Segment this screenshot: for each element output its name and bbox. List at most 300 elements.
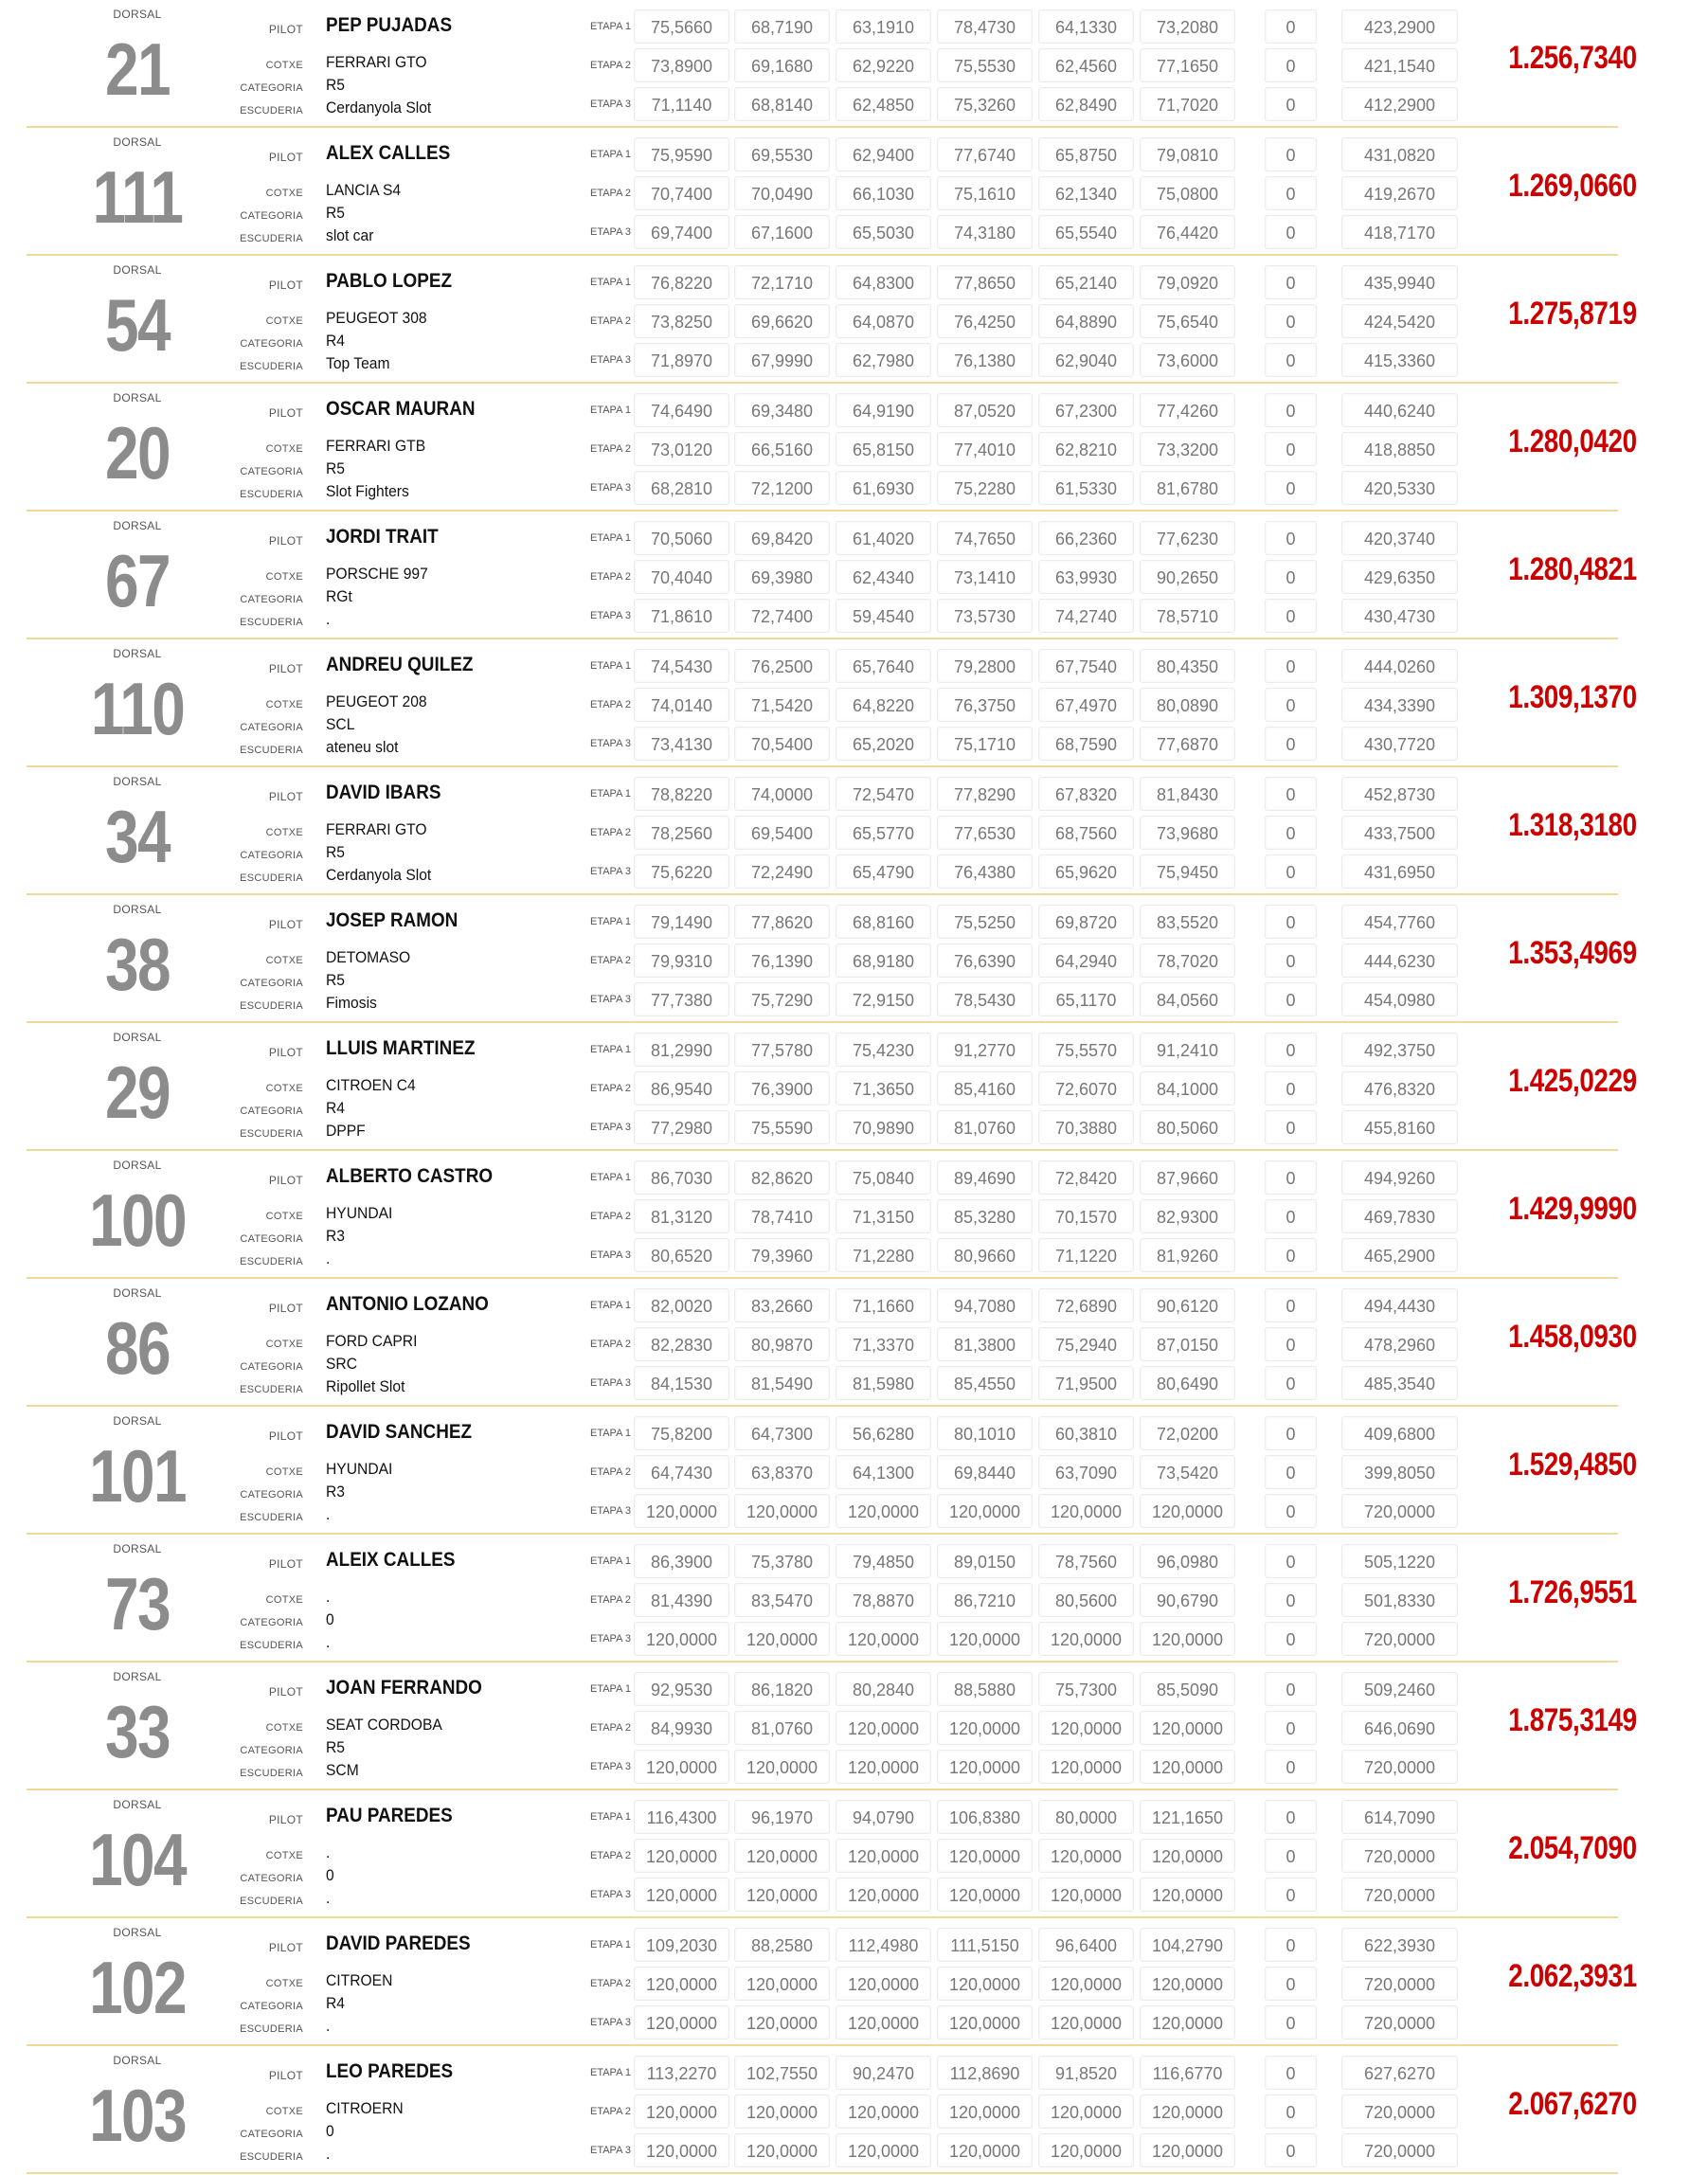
lap-time-cell: 72,1710 xyxy=(734,265,830,299)
stage-total-cell: 485,3540 xyxy=(1341,1366,1458,1400)
final-total: 1.429,9990 xyxy=(1508,1191,1637,1227)
stage-label: ETAPA 3 xyxy=(589,1377,631,1389)
lap-time-cell: 87,9660 xyxy=(1140,1160,1235,1195)
lap-time-cell: 120,0000 xyxy=(937,1622,1033,1656)
lap-time-cell: 96,0980 xyxy=(1140,1544,1235,1578)
lap-time-cell: 81,9260 xyxy=(1140,1238,1235,1272)
escuderia-label: ESCUDERIA xyxy=(240,2023,303,2035)
lap-time-cell: 81,5490 xyxy=(734,1366,830,1400)
car-category: RGt xyxy=(326,587,352,605)
stage-total-cell: 430,4730 xyxy=(1341,599,1458,633)
lap-time-cell: 86,1820 xyxy=(734,1672,830,1706)
penalty-cell: 0 xyxy=(1265,2094,1317,2129)
lap-time-cell: 116,4300 xyxy=(634,1800,729,1834)
driver-entry xyxy=(0,1023,1708,1151)
final-total: 2.054,7090 xyxy=(1508,1830,1637,1866)
final-total: 1.280,4821 xyxy=(1508,551,1637,587)
stage-label: ETAPA 1 xyxy=(589,1172,631,1183)
lap-time-cell: 75,3780 xyxy=(734,1544,830,1578)
stage-label: ETAPA 2 xyxy=(589,827,631,838)
lap-time-cell: 64,9190 xyxy=(836,393,931,427)
lap-time-cell: 84,0560 xyxy=(1140,982,1235,1016)
lap-time-cell: 81,4390 xyxy=(634,1583,729,1617)
dorsal-label: DORSAL xyxy=(113,1414,162,1428)
lap-time-cell: 73,6000 xyxy=(1140,343,1235,377)
stage-label: ETAPA 3 xyxy=(589,354,631,366)
escuderia-label: ESCUDERIA xyxy=(240,745,303,756)
lap-time-cell: 96,1970 xyxy=(734,1800,830,1834)
car-model: SEAT CORDOBA xyxy=(326,1716,442,1734)
stage-label: ETAPA 3 xyxy=(589,1122,631,1133)
categoria-label: CATEGORIA xyxy=(240,338,303,350)
lap-time-cell: 120,0000 xyxy=(634,1750,729,1784)
penalty-cell: 0 xyxy=(1265,304,1317,338)
lap-time-cell: 80,6490 xyxy=(1140,1366,1235,1400)
stage-total-cell: 469,7830 xyxy=(1341,1199,1458,1233)
lap-time-cell: 75,5660 xyxy=(634,9,729,44)
stage-label: ETAPA 1 xyxy=(589,1044,631,1055)
lap-time-cell: 120,0000 xyxy=(1140,1622,1235,1656)
penalty-cell: 0 xyxy=(1265,1455,1317,1489)
lap-time-cell: 78,5430 xyxy=(937,982,1033,1016)
lap-time-cell: 88,5880 xyxy=(937,1672,1033,1706)
final-total: 2.067,6270 xyxy=(1508,2086,1637,2122)
lap-time-cell: 120,0000 xyxy=(734,1622,830,1656)
lap-time-cell: 120,0000 xyxy=(734,2133,830,2167)
penalty-cell: 0 xyxy=(1265,1110,1317,1144)
team-name: ateneu slot xyxy=(326,738,399,756)
pilot-label: PILOT xyxy=(268,1429,303,1443)
lap-time-cell: 94,7080 xyxy=(937,1288,1033,1322)
stage-label: ETAPA 2 xyxy=(589,188,631,199)
lap-time-cell: 68,8160 xyxy=(836,905,931,939)
lap-time-cell: 92,9530 xyxy=(634,1672,729,1706)
penalty-cell: 0 xyxy=(1265,1839,1317,1873)
lap-time-cell: 120,0000 xyxy=(634,1878,729,1912)
lap-time-cell: 77,6740 xyxy=(937,137,1033,171)
lap-time-cell: 75,9590 xyxy=(634,137,729,171)
stage-label: ETAPA 1 xyxy=(589,2067,631,2078)
lap-time-cell: 64,8220 xyxy=(836,688,931,722)
lap-time-cell: 83,5470 xyxy=(734,1583,830,1617)
lap-time-cell: 120,0000 xyxy=(1140,1878,1235,1912)
penalty-cell: 0 xyxy=(1265,1033,1317,1067)
lap-time-cell: 82,0020 xyxy=(634,1288,729,1322)
team-name: . xyxy=(326,2145,331,2163)
pilot-label: PILOT xyxy=(268,790,303,803)
stage-total-cell: 431,6950 xyxy=(1341,854,1458,889)
lap-time-cell: 77,6530 xyxy=(937,816,1033,850)
lap-time-cell: 75,5250 xyxy=(937,905,1033,939)
lap-time-cell: 73,0120 xyxy=(634,432,729,466)
stage-label: ETAPA 1 xyxy=(589,1939,631,1950)
categoria-label: CATEGORIA xyxy=(240,978,303,989)
stage-label: ETAPA 3 xyxy=(589,482,631,494)
penalty-cell: 0 xyxy=(1265,1967,1317,2001)
cotxe-label: COTXE xyxy=(265,315,303,327)
stage-total-cell: 429,6350 xyxy=(1341,560,1458,594)
lap-time-cell: 74,7650 xyxy=(937,521,1033,555)
lap-time-cell: 69,3480 xyxy=(734,393,830,427)
final-total: 2.062,3931 xyxy=(1508,1958,1637,1994)
dorsal-number: 73 xyxy=(105,1562,170,1645)
stage-label: ETAPA 3 xyxy=(589,866,631,877)
team-name: Ripollet Slot xyxy=(326,1377,405,1395)
stage-label: ETAPA 1 xyxy=(589,404,631,416)
lap-time-cell: 68,2810 xyxy=(634,471,729,505)
lap-time-cell: 69,7400 xyxy=(634,215,729,249)
final-total: 1.280,0420 xyxy=(1508,423,1637,459)
lap-time-cell: 120,0000 xyxy=(734,1839,830,1873)
final-total: 1.309,1370 xyxy=(1508,679,1637,715)
penalty-cell: 0 xyxy=(1265,1622,1317,1656)
lap-time-cell: 75,1710 xyxy=(937,727,1033,761)
escuderia-label: ESCUDERIA xyxy=(240,1512,303,1523)
dorsal-label: DORSAL xyxy=(113,519,162,532)
lap-time-cell: 73,2080 xyxy=(1140,9,1235,44)
driver-entry xyxy=(0,1407,1708,1535)
lap-time-cell: 85,3280 xyxy=(937,1199,1033,1233)
pilot-name: JOAN FERRANDO xyxy=(326,1677,482,1699)
lap-time-cell: 67,7540 xyxy=(1038,649,1134,683)
lap-time-cell: 67,2300 xyxy=(1038,393,1134,427)
cotxe-label: COTXE xyxy=(265,1211,303,1222)
stage-total-cell: 433,7500 xyxy=(1341,816,1458,850)
dorsal-number: 101 xyxy=(89,1434,186,1518)
lap-time-cell: 79,0920 xyxy=(1140,265,1235,299)
penalty-cell: 0 xyxy=(1265,471,1317,505)
lap-time-cell: 96,6400 xyxy=(1038,1928,1134,1962)
lap-time-cell: 71,3650 xyxy=(836,1071,931,1105)
final-total: 1.458,0930 xyxy=(1508,1319,1637,1355)
driver-entry xyxy=(0,1279,1708,1407)
lap-time-cell: 78,5710 xyxy=(1140,599,1235,633)
lap-time-cell: 89,0150 xyxy=(937,1544,1033,1578)
penalty-cell: 0 xyxy=(1265,432,1317,466)
penalty-cell: 0 xyxy=(1265,649,1317,683)
lap-time-cell: 73,9680 xyxy=(1140,816,1235,850)
stage-total-cell: 720,0000 xyxy=(1341,1967,1458,2001)
lap-time-cell: 64,0870 xyxy=(836,304,931,338)
lap-time-cell: 79,0810 xyxy=(1140,137,1235,171)
driver-entry xyxy=(0,0,1708,128)
lap-time-cell: 84,1000 xyxy=(1140,1071,1235,1105)
stage-label: ETAPA 1 xyxy=(589,1811,631,1823)
pilot-label: PILOT xyxy=(268,662,303,675)
penalty-cell: 0 xyxy=(1265,816,1317,850)
driver-entry xyxy=(0,895,1708,1023)
pilot-name: JORDI TRAIT xyxy=(326,526,439,548)
categoria-label: CATEGORIA xyxy=(240,2001,303,2012)
lap-time-cell: 84,1530 xyxy=(634,1366,729,1400)
penalty-cell: 0 xyxy=(1265,87,1317,121)
dorsal-number: 33 xyxy=(105,1690,170,1773)
dorsal-label: DORSAL xyxy=(113,135,162,149)
lap-time-cell: 65,8750 xyxy=(1038,137,1134,171)
car-model: PEUGEOT 308 xyxy=(326,309,427,327)
lap-time-cell: 70,4040 xyxy=(634,560,729,594)
penalty-cell: 0 xyxy=(1265,1494,1317,1528)
stage-label: ETAPA 2 xyxy=(589,955,631,966)
lap-time-cell: 76,4380 xyxy=(937,854,1033,889)
lap-time-cell: 81,3120 xyxy=(634,1199,729,1233)
penalty-cell: 0 xyxy=(1265,1416,1317,1450)
lap-time-cell: 71,2280 xyxy=(836,1238,931,1272)
car-category: R4 xyxy=(326,1994,345,2012)
final-total: 1.318,3180 xyxy=(1508,807,1637,843)
stage-label: ETAPA 3 xyxy=(589,1505,631,1517)
penalty-cell: 0 xyxy=(1265,688,1317,722)
lap-time-cell: 85,4160 xyxy=(937,1071,1033,1105)
team-name: . xyxy=(326,1249,331,1267)
pilot-name: OSCAR MAURAN xyxy=(326,398,476,420)
penalty-cell: 0 xyxy=(1265,393,1317,427)
lap-time-cell: 77,6230 xyxy=(1140,521,1235,555)
lap-time-cell: 120,0000 xyxy=(1038,2005,1134,2040)
dorsal-number: 110 xyxy=(90,667,185,750)
lap-time-cell: 62,9040 xyxy=(1038,343,1134,377)
lap-time-cell: 71,3370 xyxy=(836,1327,931,1361)
lap-time-cell: 64,7300 xyxy=(734,1416,830,1450)
dorsal-label: DORSAL xyxy=(113,647,162,660)
final-total: 1.275,8719 xyxy=(1508,296,1637,332)
lap-time-cell: 120,0000 xyxy=(1140,1967,1235,2001)
stage-label: ETAPA 1 xyxy=(589,532,631,544)
stage-total-cell: 452,8730 xyxy=(1341,777,1458,811)
lap-time-cell: 77,8620 xyxy=(734,905,830,939)
team-name: Cerdanyola Slot xyxy=(326,99,432,117)
lap-time-cell: 120,0000 xyxy=(1140,1750,1235,1784)
lap-time-cell: 80,5060 xyxy=(1140,1110,1235,1144)
car-category: R5 xyxy=(326,971,345,989)
lap-time-cell: 120,0000 xyxy=(1038,1878,1134,1912)
dorsal-number: 29 xyxy=(105,1051,170,1134)
penalty-cell: 0 xyxy=(1265,2133,1317,2167)
final-total: 1.269,0660 xyxy=(1508,168,1637,204)
lap-time-cell: 69,6620 xyxy=(734,304,830,338)
lap-time-cell: 65,4790 xyxy=(836,854,931,889)
stage-total-cell: 478,2960 xyxy=(1341,1327,1458,1361)
penalty-cell: 0 xyxy=(1265,1238,1317,1272)
lap-time-cell: 81,3800 xyxy=(937,1327,1033,1361)
lap-time-cell: 81,6780 xyxy=(1140,471,1235,505)
lap-time-cell: 74,2740 xyxy=(1038,599,1134,633)
pilot-label: PILOT xyxy=(268,2069,303,2082)
lap-time-cell: 62,9400 xyxy=(836,137,931,171)
lap-time-cell: 79,2800 xyxy=(937,649,1033,683)
lap-time-cell: 72,1200 xyxy=(734,471,830,505)
dorsal-label: DORSAL xyxy=(113,8,162,21)
stage-label: ETAPA 2 xyxy=(589,1466,631,1478)
cotxe-label: COTXE xyxy=(265,1850,303,1861)
lap-time-cell: 79,4850 xyxy=(836,1544,931,1578)
stage-total-cell: 444,6230 xyxy=(1341,944,1458,978)
stage-label: ETAPA 3 xyxy=(589,738,631,749)
stage-total-cell: 399,8050 xyxy=(1341,1455,1458,1489)
final-total: 1.425,0229 xyxy=(1508,1063,1637,1099)
categoria-label: CATEGORIA xyxy=(240,466,303,477)
lap-time-cell: 102,7550 xyxy=(734,2056,830,2090)
car-category: 0 xyxy=(326,2122,334,2140)
car-model: CITROERN xyxy=(326,2099,404,2117)
stage-label: ETAPA 3 xyxy=(589,994,631,1005)
lap-time-cell: 120,0000 xyxy=(937,1494,1033,1528)
lap-time-cell: 120,0000 xyxy=(634,2133,729,2167)
lap-time-cell: 73,8250 xyxy=(634,304,729,338)
lap-time-cell: 77,5780 xyxy=(734,1033,830,1067)
dorsal-label: DORSAL xyxy=(113,775,162,788)
dorsal-label: DORSAL xyxy=(113,1031,162,1044)
lap-time-cell: 82,9300 xyxy=(1140,1199,1235,1233)
cotxe-label: COTXE xyxy=(265,1083,303,1094)
lap-time-cell: 72,5470 xyxy=(836,777,931,811)
lap-time-cell: 65,5030 xyxy=(836,215,931,249)
categoria-label: CATEGORIA xyxy=(240,1233,303,1245)
team-name: Fimosis xyxy=(326,994,377,1012)
pilot-label: PILOT xyxy=(268,1813,303,1826)
lap-time-cell: 80,9660 xyxy=(937,1238,1033,1272)
penalty-cell: 0 xyxy=(1265,176,1317,210)
escuderia-label: ESCUDERIA xyxy=(240,872,303,884)
lap-time-cell: 81,0760 xyxy=(734,1711,830,1745)
lap-time-cell: 74,5430 xyxy=(634,649,729,683)
lap-time-cell: 120,0000 xyxy=(634,2005,729,2040)
lap-time-cell: 78,4730 xyxy=(937,9,1033,44)
lap-time-cell: 66,5160 xyxy=(734,432,830,466)
penalty-cell: 0 xyxy=(1265,1327,1317,1361)
lap-time-cell: 116,6770 xyxy=(1140,2056,1235,2090)
lap-time-cell: 120,0000 xyxy=(734,2094,830,2129)
stage-total-cell: 455,8160 xyxy=(1341,1110,1458,1144)
stage-label: ETAPA 2 xyxy=(589,2106,631,2117)
lap-time-cell: 68,8140 xyxy=(734,87,830,121)
lap-time-cell: 73,3200 xyxy=(1140,432,1235,466)
car-category: R4 xyxy=(326,1099,345,1117)
cotxe-label: COTXE xyxy=(265,2106,303,2117)
stage-total-cell: 627,6270 xyxy=(1341,2056,1458,2090)
penalty-cell: 0 xyxy=(1265,1071,1317,1105)
stage-label: ETAPA 3 xyxy=(589,1889,631,1900)
lap-time-cell: 73,8900 xyxy=(634,48,729,82)
stage-label: ETAPA 2 xyxy=(589,1211,631,1222)
lap-time-cell: 78,8220 xyxy=(634,777,729,811)
driver-entry xyxy=(0,512,1708,639)
stage-total-cell: 409,6800 xyxy=(1341,1416,1458,1450)
lap-time-cell: 68,7190 xyxy=(734,9,830,44)
lap-time-cell: 56,6280 xyxy=(836,1416,931,1450)
stage-label: ETAPA 1 xyxy=(589,1300,631,1311)
penalty-cell: 0 xyxy=(1265,343,1317,377)
lap-time-cell: 87,0150 xyxy=(1140,1327,1235,1361)
lap-time-cell: 63,9930 xyxy=(1038,560,1134,594)
lap-time-cell: 120,0000 xyxy=(937,1967,1033,2001)
lap-time-cell: 62,1340 xyxy=(1038,176,1134,210)
lap-time-cell: 91,2410 xyxy=(1140,1033,1235,1067)
lap-time-cell: 71,8970 xyxy=(634,343,729,377)
lap-time-cell: 75,6220 xyxy=(634,854,729,889)
lap-time-cell: 62,9220 xyxy=(836,48,931,82)
dorsal-number: 111 xyxy=(92,155,183,239)
car-model: . xyxy=(326,1588,331,1606)
categoria-label: CATEGORIA xyxy=(240,1745,303,1756)
lap-time-cell: 68,9180 xyxy=(836,944,931,978)
stage-label: ETAPA 3 xyxy=(589,1633,631,1645)
lap-time-cell: 112,8690 xyxy=(937,2056,1033,2090)
stage-label: ETAPA 2 xyxy=(589,315,631,327)
dorsal-number: 86 xyxy=(105,1306,170,1390)
lap-time-cell: 71,1220 xyxy=(1038,1238,1134,1272)
lap-time-cell: 77,8290 xyxy=(937,777,1033,811)
stage-total-cell: 494,4430 xyxy=(1341,1288,1458,1322)
lap-time-cell: 71,7020 xyxy=(1140,87,1235,121)
lap-time-cell: 120,0000 xyxy=(1140,2094,1235,2129)
lap-time-cell: 120,0000 xyxy=(937,1711,1033,1745)
lap-time-cell: 71,1660 xyxy=(836,1288,931,1322)
pilot-name: LLUIS MARTINEZ xyxy=(326,1037,476,1059)
team-name: Slot Fighters xyxy=(326,482,409,500)
stage-total-cell: 423,2900 xyxy=(1341,9,1458,44)
lap-time-cell: 75,9450 xyxy=(1140,854,1235,889)
lap-time-cell: 120,0000 xyxy=(634,1839,729,1873)
stage-total-cell: 476,8320 xyxy=(1341,1071,1458,1105)
dorsal-number: 20 xyxy=(105,411,170,494)
stage-total-cell: 454,0980 xyxy=(1341,982,1458,1016)
final-total: 1.875,3149 xyxy=(1508,1702,1637,1738)
stage-label: ETAPA 2 xyxy=(589,1722,631,1734)
pilot-label: PILOT xyxy=(268,1685,303,1699)
lap-time-cell: 70,7400 xyxy=(634,176,729,210)
lap-time-cell: 75,6540 xyxy=(1140,304,1235,338)
lap-time-cell: 120,0000 xyxy=(1140,1711,1235,1745)
stage-total-cell: 418,7170 xyxy=(1341,215,1458,249)
lap-time-cell: 69,8440 xyxy=(937,1455,1033,1489)
lap-time-cell: 120,0000 xyxy=(937,2094,1033,2129)
team-name: . xyxy=(326,610,331,628)
lap-time-cell: 120,0000 xyxy=(836,2005,931,2040)
lap-time-cell: 64,1300 xyxy=(836,1455,931,1489)
cotxe-label: COTXE xyxy=(265,827,303,838)
driver-entry xyxy=(0,2046,1708,2174)
lap-time-cell: 65,2140 xyxy=(1038,265,1134,299)
lap-time-cell: 60,3810 xyxy=(1038,1416,1134,1450)
pilot-name: PEP PUJADAS xyxy=(326,14,453,36)
penalty-cell: 0 xyxy=(1265,137,1317,171)
car-category: R5 xyxy=(326,204,345,222)
lap-time-cell: 75,4230 xyxy=(836,1033,931,1067)
lap-time-cell: 63,8370 xyxy=(734,1455,830,1489)
lap-time-cell: 74,6490 xyxy=(634,393,729,427)
lap-time-cell: 120,0000 xyxy=(937,1750,1033,1784)
lap-time-cell: 65,7640 xyxy=(836,649,931,683)
stage-label: ETAPA 1 xyxy=(589,788,631,800)
lap-time-cell: 88,2580 xyxy=(734,1928,830,1962)
lap-time-cell: 75,3260 xyxy=(937,87,1033,121)
penalty-cell: 0 xyxy=(1265,1878,1317,1912)
lap-time-cell: 120,0000 xyxy=(836,2094,931,2129)
lap-time-cell: 62,4340 xyxy=(836,560,931,594)
pilot-label: PILOT xyxy=(268,1557,303,1571)
escuderia-label: ESCUDERIA xyxy=(240,2151,303,2163)
lap-time-cell: 78,7560 xyxy=(1038,1544,1134,1578)
penalty-cell: 0 xyxy=(1265,1199,1317,1233)
lap-time-cell: 77,4010 xyxy=(937,432,1033,466)
driver-entry xyxy=(0,767,1708,895)
stage-label: ETAPA 3 xyxy=(589,610,631,621)
lap-time-cell: 76,4420 xyxy=(1140,215,1235,249)
lap-time-cell: 81,0760 xyxy=(937,1110,1033,1144)
lap-time-cell: 67,8320 xyxy=(1038,777,1134,811)
lap-time-cell: 67,1600 xyxy=(734,215,830,249)
